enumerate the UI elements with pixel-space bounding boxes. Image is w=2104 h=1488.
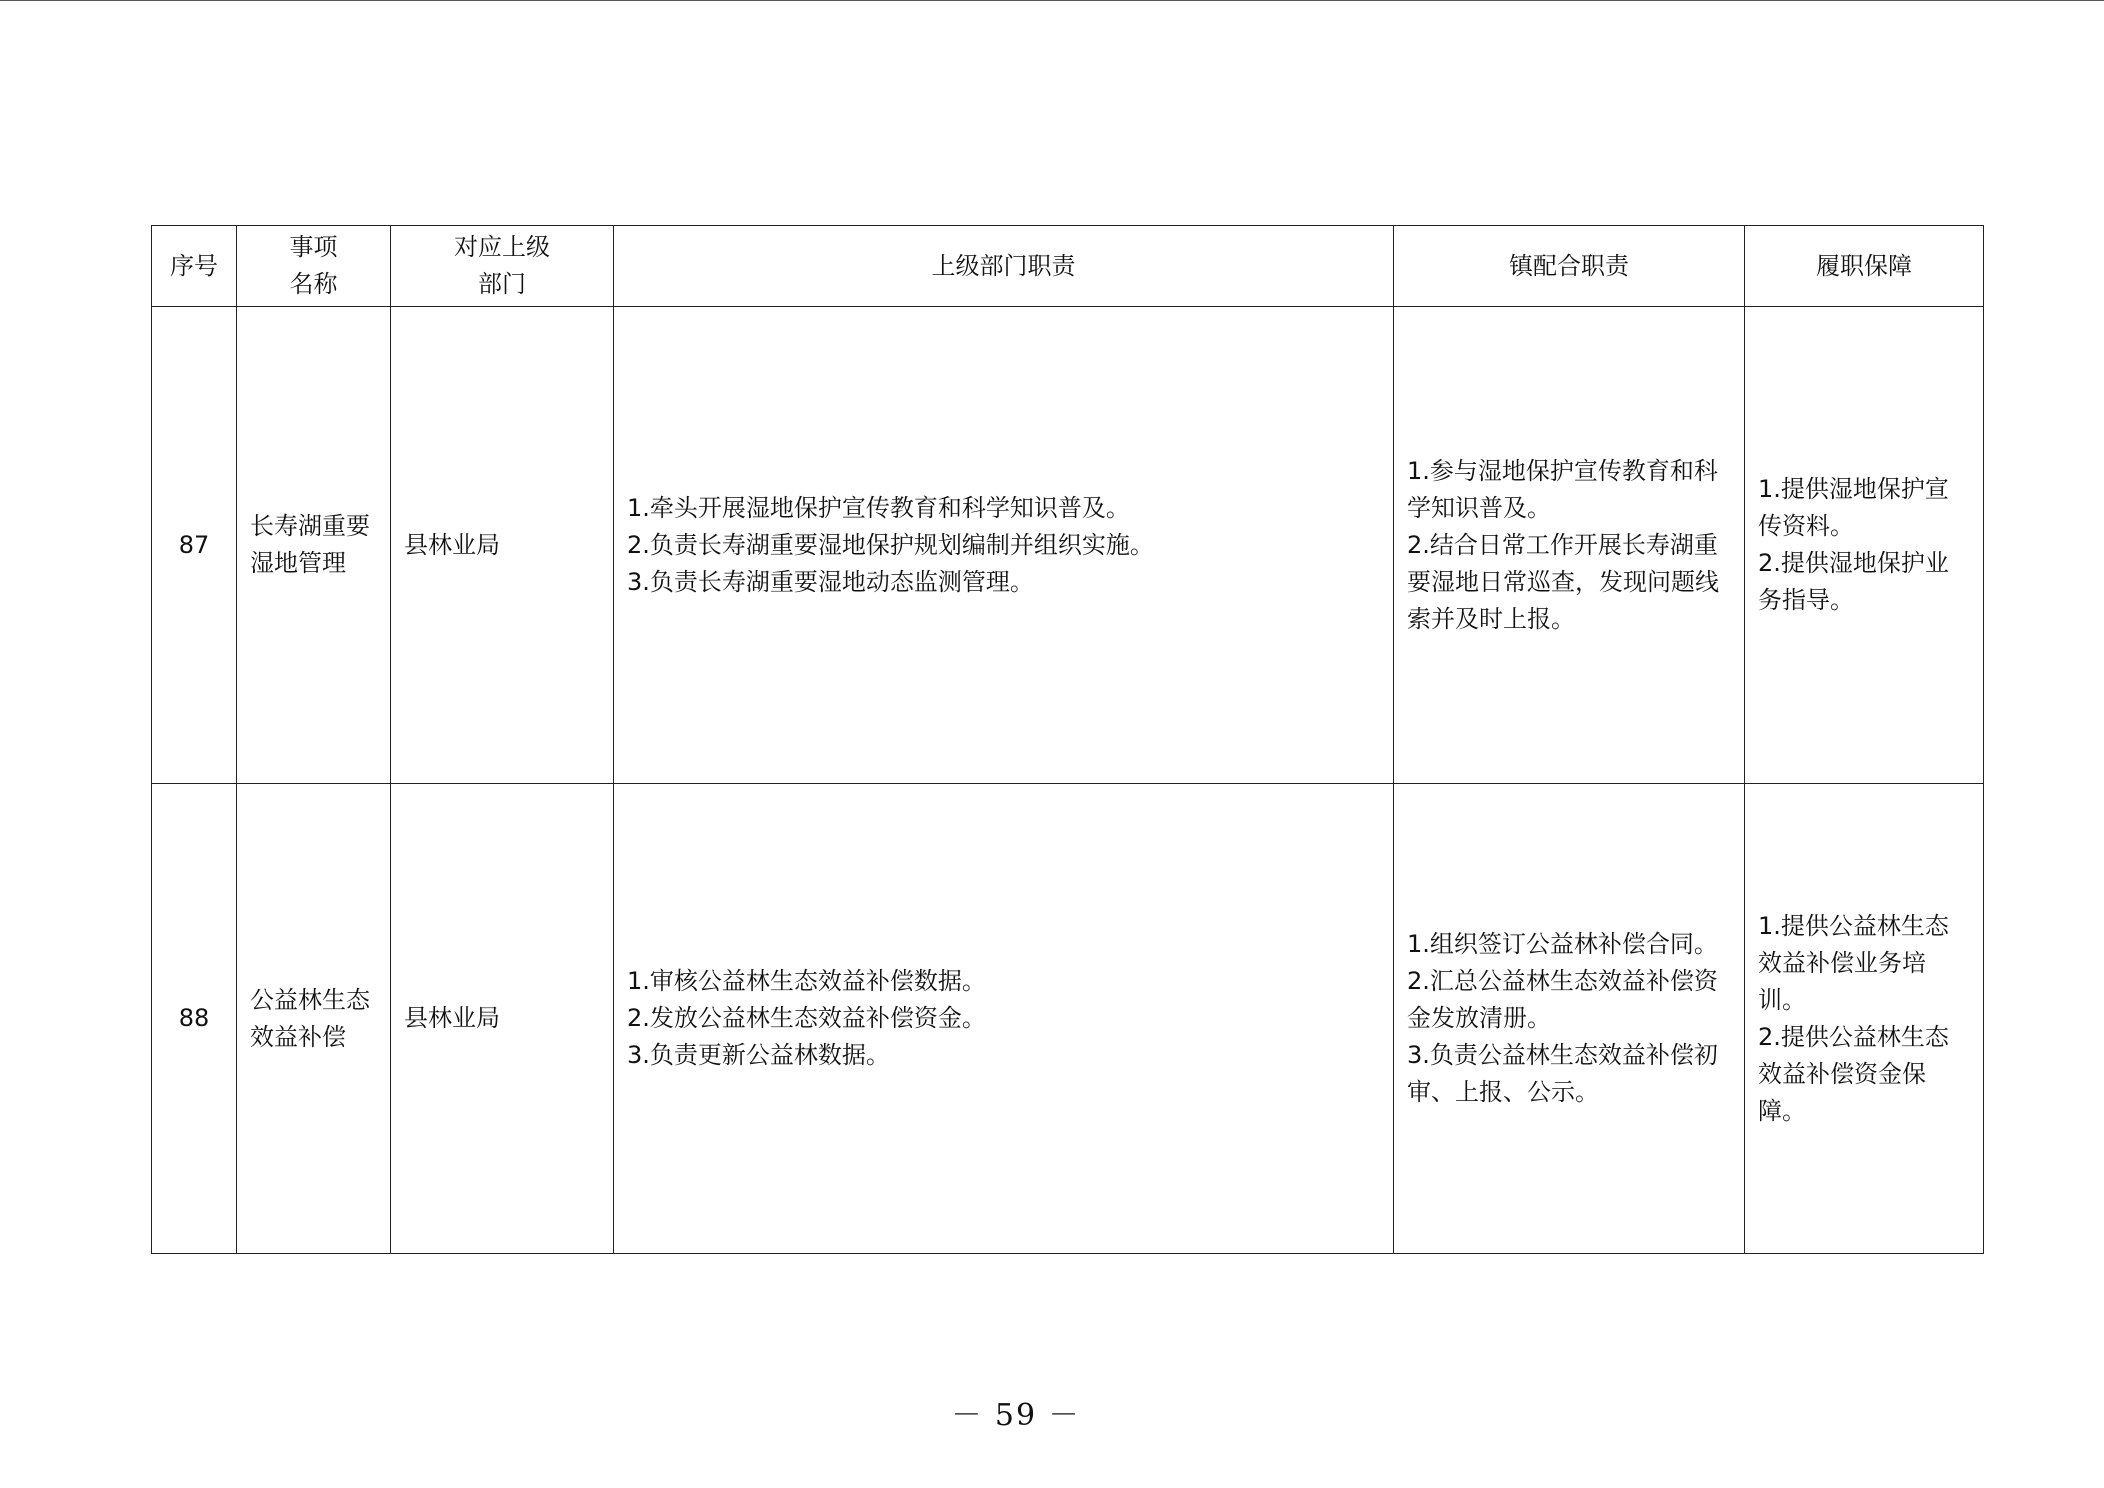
cell-town-duty: 1.组织签订公益林补偿合同。 2.汇总公益林生态效益补偿资金发放清册。 3.负责公益林生态效益补偿初审、上报、公示。	[1394, 784, 1745, 1254]
page-number: － 59 －	[951, 1398, 1081, 1433]
cell-town-duty: 1.参与湿地保护宣传教育和科学知识普及。 2.结合日常工作开展长寿湖重要湿地日常巡查，发现问题线索并及时上报。	[1394, 307, 1745, 784]
cell-serial-number: 88	[152, 784, 237, 1254]
header-item-name: 事项 名称	[237, 226, 391, 307]
cell-upper-department: 县林业局	[391, 784, 614, 1254]
cell-item-name: 公益林生态效益补偿	[237, 784, 391, 1254]
header-upper-department: 对应上级 部门	[391, 226, 614, 307]
table-row	[152, 784, 1984, 1254]
cell-upper-duty: 1.牵头开展湿地保护宣传教育和科学知识普及。 2.负责长寿湖重要湿地保护规划编制并组织实施。 3.负责长寿湖重要湿地动态监测管理。	[614, 307, 1394, 784]
header-serial-number: 序号	[152, 226, 237, 307]
cell-upper-department: 县林业局	[391, 307, 614, 784]
cell-serial-number: 87	[152, 307, 237, 784]
cell-guarantee: 1.提供公益林生态效益补偿业务培训。 2.提供公益林生态效益补偿资金保障。	[1745, 784, 1984, 1254]
table-row	[152, 307, 1984, 784]
header-town-duty: 镇配合职责	[1394, 226, 1745, 307]
header-guarantee: 履职保障	[1745, 226, 1984, 307]
duty-table	[151, 225, 1984, 1254]
cell-upper-duty: 1.审核公益林生态效益补偿数据。 2.发放公益林生态效益补偿资金。 3.负责更新公益林数据。	[614, 784, 1394, 1254]
header-upper-duty: 上级部门职责	[614, 226, 1394, 307]
table-header-row	[152, 226, 1984, 307]
page-top-border	[0, 0, 2104, 1]
cell-guarantee: 1.提供湿地保护宣传资料。 2.提供湿地保护业务指导。	[1745, 307, 1984, 784]
cell-item-name: 长寿湖重要湿地管理	[237, 307, 391, 784]
